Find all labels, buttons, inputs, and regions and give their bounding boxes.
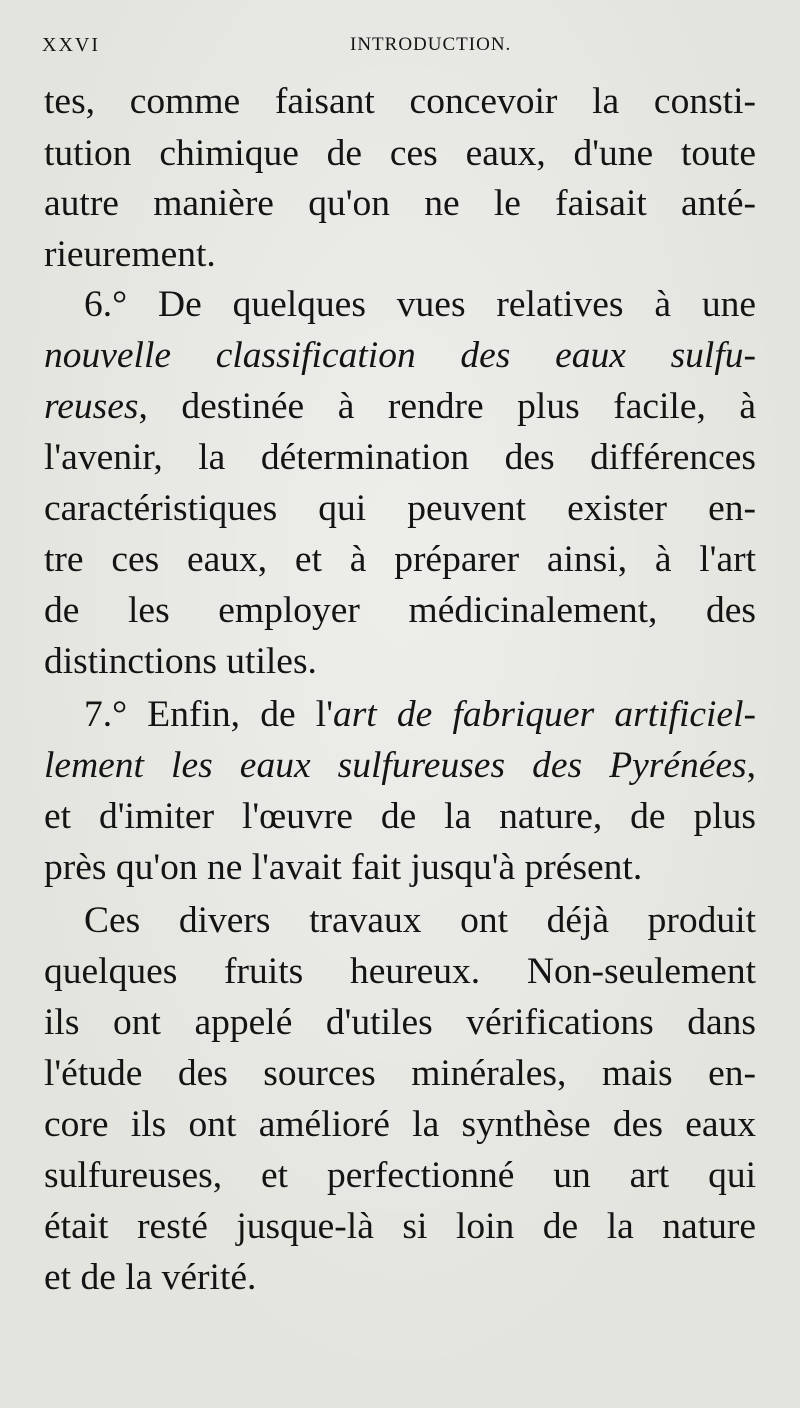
italic-span: lement les eaux sulfureuses des Pyrénées <box>44 745 747 786</box>
text-line: quelques fruits heureux. Non-seulement <box>44 951 756 992</box>
text-line: était resté jusque-là si loin de la nature <box>44 1206 756 1247</box>
text-line: 6.° De quelques vues relatives à une <box>84 284 756 325</box>
text-line: rieurement. <box>44 234 216 275</box>
running-header <box>42 34 758 64</box>
page-number: XXVI <box>42 34 100 56</box>
text-line: de les employer médicinalement, des <box>44 590 756 631</box>
text-line: Ces divers travaux ont déjà produit <box>84 900 756 941</box>
text-line <box>44 691 756 739</box>
text-line: l'avenir, la détermination des différences <box>44 437 756 478</box>
text-line: et de la vérité. <box>44 1257 257 1298</box>
text-line: sulfureuses, et perfectionné un art qui <box>44 1155 756 1196</box>
italic-span: reuses <box>44 386 139 427</box>
text-span: 7.° Enfin, de l' <box>84 694 333 735</box>
text-line: l'étude des sources minérales, mais en- <box>44 1053 756 1094</box>
text-line: et d'imiter l'œuvre de la nature, de plus <box>44 796 756 837</box>
text-line <box>44 742 756 790</box>
text-line: tution chimique de ces eaux, d'une toute <box>44 133 756 174</box>
text-line: ils ont appelé d'utiles vérifications dans <box>44 1002 756 1043</box>
text-line: nouvelle classification des eaux sulfu- <box>44 335 756 376</box>
text-line: autre manière qu'on ne le faisait anté- <box>44 183 756 224</box>
text-line: caractéristiques qui peuvent exister en- <box>44 488 756 529</box>
text-span: , destinée à rendre plus facile, à <box>138 386 756 427</box>
italic-span: art de fabriquer artificiel- <box>332 694 756 735</box>
text-line: tes, comme faisant concevoir la consti- <box>44 81 756 122</box>
text-span: , <box>746 745 756 786</box>
text-line: tre ces eaux, et à préparer ainsi, à l'art <box>44 539 756 580</box>
text-line: près qu'on ne l'avait fait jusqu'à présent. <box>44 847 643 888</box>
text-line: core ils ont amélioré la synthèse des eaux <box>44 1104 756 1145</box>
text-line <box>44 383 756 431</box>
running-title: INTRODUCTION. <box>350 34 512 55</box>
text-line: distinctions utiles. <box>44 641 317 682</box>
